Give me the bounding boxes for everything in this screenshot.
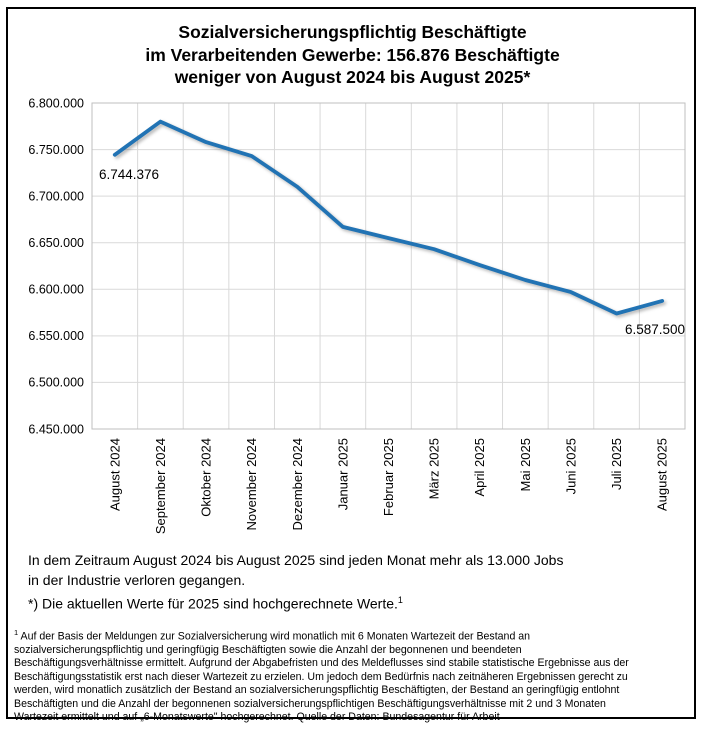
x-tick-label: September 2024: [152, 438, 168, 535]
y-tick-label: 6.600.000: [28, 282, 84, 297]
y-tick-label: 6.800.000: [28, 96, 84, 111]
footnote-line: sozialversicherungspflichtig und geringfügig Beschäftigten sowie die Anzahl der begonnenen und beendeten: [14, 643, 522, 656]
footnote-line: Beschäftigungsstatistik erst nach dieser Wartezeit zu erzielen. Um jedoch dem Bedürfnis nach zeitnäheren Ergebnissen gerecht zu: [14, 670, 628, 683]
x-tick-label: Mai 2025: [517, 438, 533, 492]
data-label-first: 6.744.376: [99, 167, 160, 182]
y-tick-label: 6.450.000: [28, 422, 84, 437]
footnote-ref-marker: 1: [397, 595, 403, 605]
plot-border: [92, 103, 685, 429]
data-label-last: 6.587.500: [624, 322, 685, 337]
y-tick-label: 6.700.000: [28, 189, 84, 204]
chart-title-line-3: weniger von August 2024 bis August 2025*: [174, 67, 531, 87]
x-tick-label: Februar 2025: [381, 438, 396, 517]
summary-asterisk-line: [28, 590, 563, 614]
summary-text: [28, 550, 563, 614]
footnote: [14, 626, 690, 724]
footnote-line: $^1$ Auf der Basis der Meldungen zur Sozialversicherung wird monatlich mit 6 Monaten Wartezeit der Bestand an: [14, 628, 531, 643]
asterisk-note-text: *) Die aktuellen Werte für 2025 sind hochgerechnete Werte.: [28, 595, 398, 612]
x-tick-label: November 2024: [244, 438, 260, 531]
footnote-line: Beschäftigungsverhältnisse ermittelt. Aufgrund der Abgabefristen und des Meldeflusses sind stabile statistische Ergebnisse aus der: [14, 657, 629, 670]
footnote-sup-marker: 1: [14, 628, 19, 637]
chart-title-line-1: Sozialversicherungspflichtig Beschäftigte: [178, 22, 527, 42]
summary-line-1: In dem Zeitraum August 2024 bis August 2025 sind jeden Monat mehr als 13.000 Jobs: [28, 552, 564, 568]
y-tick-label: 6.500.000: [28, 375, 84, 390]
footnote-line: werden, wird monatlich zusätzlich der Bestand an sozialversicherungspflichtig Beschäftigten, der Bestand an geringfügig entlohnt: [14, 684, 620, 697]
summary-line-2: in der Industrie verloren gegangen.: [28, 572, 246, 588]
footnote-line: Beschäftigten und die Anzahl der begonnenen sozialversicherungspflichtigen Beschäftigungsverhältnisse mit 2 und 3 Monaten: [14, 697, 606, 710]
footnote-line: Wartezeit ermittelt und auf „6-Monatswerte" hochgerechnet. Quelle der Daten: Bundesagentur für Arbeit: [14, 710, 500, 723]
x-tick-label: Juli 2025: [609, 438, 625, 491]
x-tick-label: August 2025: [654, 438, 670, 512]
x-tick-label: März 2025: [426, 438, 442, 500]
chart-title-line-2: im Verarbeitenden Gewerbe: 156.876 Beschäftigte: [145, 44, 560, 65]
x-tick-label: Juni 2025: [563, 438, 579, 495]
y-tick-label: 6.750.000: [28, 142, 84, 157]
y-tick-label: 6.550.000: [28, 329, 84, 344]
x-tick-label: August 2024: [107, 438, 123, 512]
x-tick-label: Januar 2025: [335, 438, 351, 511]
y-tick-label: 6.650.000: [28, 236, 84, 251]
x-tick-label: Dezember 2024: [289, 438, 305, 531]
x-tick-label: Oktober 2024: [198, 438, 214, 517]
x-tick-label: April 2025: [472, 438, 488, 497]
series-line: [115, 122, 662, 314]
